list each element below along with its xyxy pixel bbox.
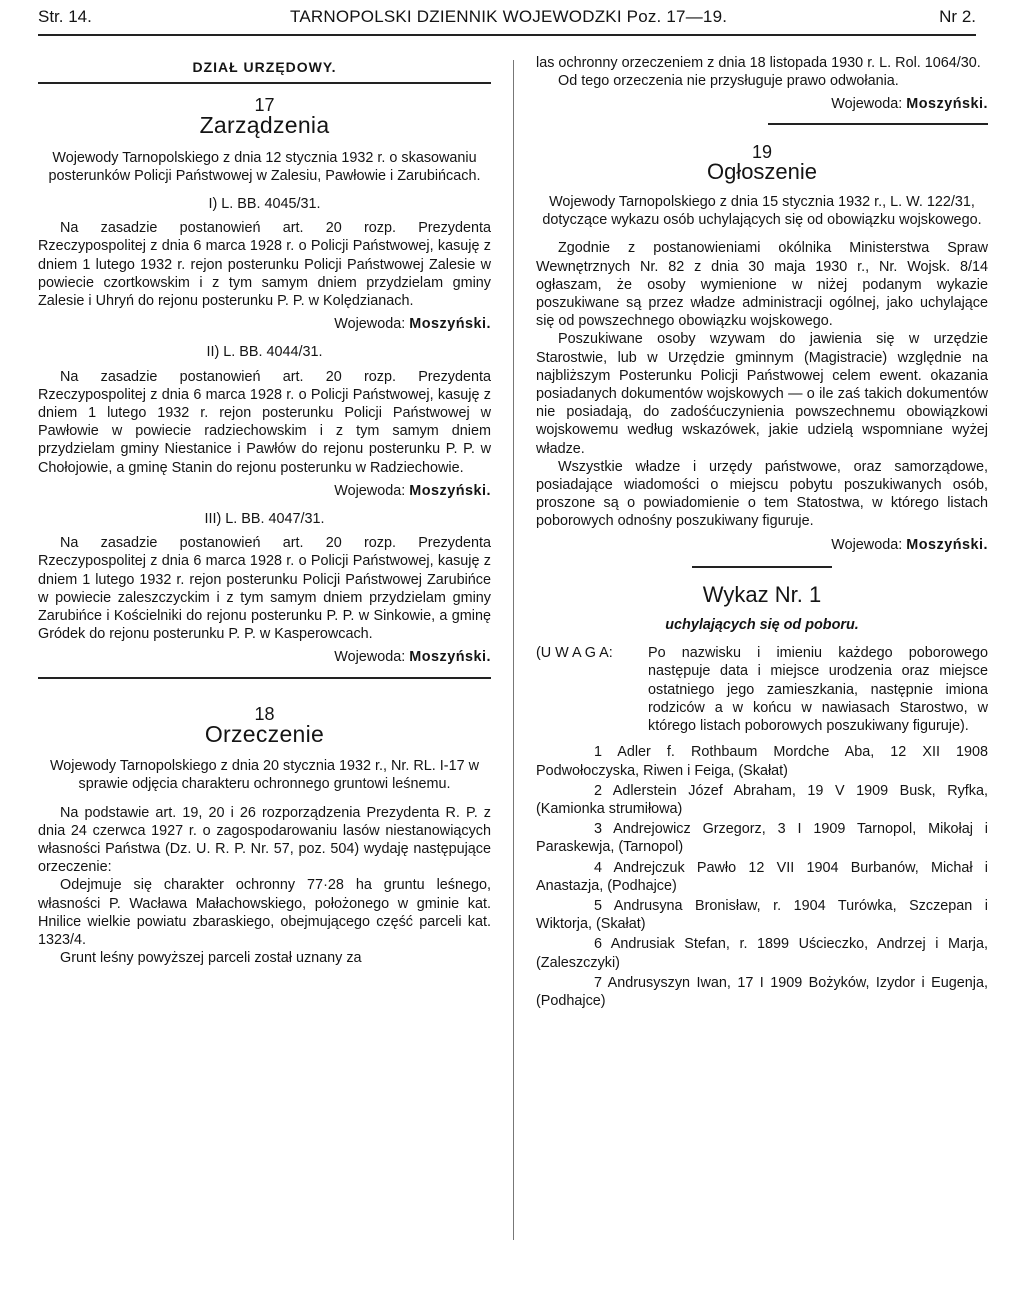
signature-name: Moszyński. [906, 96, 988, 113]
item-17-ref-1: I) L. BB. 4045/31. [208, 196, 321, 213]
list-subtitle: uchylających się od poboru. [665, 617, 859, 634]
right-column [536, 54, 988, 1012]
signature-3 [38, 648, 491, 666]
signature-name: Moszyński. [409, 316, 491, 333]
journal-title: TARNOPOLSKI DZIENNIK WOJEWODZKI Poz. 17—19. [290, 7, 728, 26]
item-17-number: 17 [254, 95, 275, 116]
list-item: 2 Adlerstein Józef Abraham, 19 V 1909 Busk, Ryfka, (Kamionka strumiłowa) [536, 782, 988, 817]
item-19-para-3: Wszystkie władze i urzędy państwowe, oraz samorządowe, posiadające wiadomości o miejscu pobytu poszukiwanych osób, proszone są o powiadomienie o tem Statostwa, w którego listach poborowych odnośny poszukiwany figuruje. [536, 458, 988, 530]
signature-name: Moszyński. [906, 536, 988, 553]
item-18-title: Orzeczenie [204, 720, 325, 747]
issue-number: Nr 2. [939, 7, 976, 26]
list-item: 3 Andrejowicz Grzegorz, 3 I 1909 Tarnopol, Mikołaj i Paraskewja, (Tarnopol) [536, 821, 988, 856]
separator-rule [38, 677, 491, 679]
signature-label: Wojewoda: [831, 536, 903, 553]
item-19-number: 19 [751, 141, 773, 162]
column-divider [513, 60, 514, 1240]
item-19-subtitle: Wojewody Tarnopolskiego z dnia 15 stycznia 1932 r., L. W. 122/31, dotyczące wykazu osób uchylających się od obowiązku wojskowego. [542, 194, 982, 229]
item-18-continuation: las ochronny orzeczeniem z dnia 18 listopada 1930 r. L. Rol. 1064/30. [536, 55, 981, 71]
signature-label: Wojewoda: [334, 649, 406, 666]
running-head [38, 4, 976, 36]
list-title: Wykaz Nr. 1 [702, 581, 822, 607]
signature-label: Wojewoda: [334, 482, 406, 499]
item-19-para-2: Poszukiwane osoby wzywam do jawienia się w urzędzie Starostwie, lub w Urzędzie gminnym (Magistracie) względnie na najbliższym Posterunku Policji Państwowej celem ewent. okazania posiadanych dokumentów wojskowych — o ile zaś takich dokumentów nie posiadają, do zadośćuczynienia powszechnemu obowiązkowi wojskowemu według wskazówek, jakie udzielą wspomniane wyżej władze. [536, 331, 988, 457]
list-item: 6 Andrusiak Stefan, r. 1899 Uścieczko, Andrzej i Marja, (Zaleszczyki) [536, 936, 988, 971]
item-18-subtitle: Wojewody Tarnopolskiego z dnia 20 stycznia 1932 r., Nr. RL. I-17 w sprawie odjęcia charakteru ochronnego gruntowi leśnemu. [49, 758, 479, 793]
item-17-body-2: Na zasadzie postanowień art. 20 rozp. Prezydenta Rzeczypospolitej z dnia 6 marca 1928 r. o Policji Państwowej, kasuję z dniem 1 lutego 1932 r. rejon posterunku Policji Państwowej w Pawłowie w powiecie radziechowskim i z tym samym dniem przydzielam gminy Niestanice i Pawłów do rejonu posterunku P. P. w Chołojowie, a gminę Stanin do rejonu posterunku w Radziechowie. [38, 368, 491, 476]
item-17-body-3: Na zasadzie postanowień art. 20 rozp. Prezydenta Rzeczypospolitej z dnia 6 marca 1928 r. o Policji Państwowej, kasuję z dniem 1 lutego 1932 r. rejon posterunku Policji Państwowej Zarubińce w powiecie zaleszczyckim i z tym samym dniem przydzielam gminy Zarubińce i Kościelniki do rejonu posterunku P. P. w Sinkowie, a gminę Gródek do rejonu posterunku P. P. w Kasperowcach. [38, 535, 491, 643]
item-17-subtitle: Wojewody Tarnopolskiego z dnia 12 stycznia 1932 r. o skasowaniu posterunków Policji Państwowej w Zalesiu, Pawłowie i Zarubińcach. [48, 149, 481, 184]
item-18-para-2: Odejmuje się charakter ochronny 77·28 ha gruntu leśnego, własności P. Wacława Małachowskiego, położonego w gminie kat. Hnilice wielkie powiatu zbaraskiego, obejmującego część parceli kat. 1323/4. [38, 877, 491, 948]
list-item: 5 Andrusyna Bronisław, r. 1904 Turówka, Szczepan i Wiktorja, (Skałat) [536, 897, 988, 933]
item-19-title: Ogłoszenie [706, 158, 818, 184]
list-item: 1 Adler f. Rothbaum Mordche Aba, 12 XII 1908 Podwołoczyska, Riwen i Feiga, (Skałat) [536, 744, 988, 779]
left-column [38, 54, 491, 967]
section-heading: DZIAŁ URZĘDOWY. [192, 59, 337, 75]
item-17-ref-2: II) L. BB. 4044/31. [206, 344, 323, 361]
item-17-body-1: Na zasadzie postanowień art. 20 rozp. Prezydenta Rzeczypospolitej z dnia 6 marca 1928 r. o Policji Państwowej, kasuję z dniem 1 lutego 1932 r. rejon posterunku Policji Państwowej Zalesie w powiecie czortkowskim i z tym samym dniem przydzielam gminy Zalesie i Uhryń do rejonu posterunku P. P. w Kolędzianach. [38, 220, 491, 310]
list-item: 7 Andrusyszyn Iwan, 17 I 1909 Bożyków, Izydor i Eugenja, (Podhajce) [536, 974, 988, 1009]
signature-5 [536, 536, 988, 554]
item-17-ref-3: III) L. BB. 4047/31. [204, 511, 325, 528]
signature-label: Wojewoda: [334, 316, 406, 333]
signature-name: Moszyński. [409, 482, 491, 499]
list-note-label: (U W A G A: [536, 645, 613, 662]
item-17-title: Zarządzenia [199, 112, 330, 139]
separator-rule [692, 566, 832, 568]
item-18-para-3: Grunt leśny powyższej parceli został uznany za [60, 950, 362, 967]
item-18-para-1: Na podstawie art. 19, 20 i 26 rozporządzenia Prezydenta R. P. z dnia 24 czerwca 1927 r. o zagospodarowaniu lasów niestanowiących własności Państwa (Dz. U. R. P. Nr. 57, poz. 504) wydaję następujące orzeczenie: [38, 804, 491, 876]
item-18-number: 18 [254, 703, 275, 724]
list-note-text: Po nazwisku i imieniu każdego poborowego następuje data i miejsce urodzenia oraz miejsce ostatniego jego zamieszkania, następnie imiona rodziców a w końcu w nawiasach Starostwo, w którego listach poborowych poszukiwany figuruje). [648, 645, 988, 735]
separator-rule [768, 123, 988, 125]
item-19-para-1: Zgodnie z postanowieniami okólnika Ministerstwa Spraw Wewnętrznych Nr. 82 z dnia 30 maja 1930 r., Nr. Wojsk. 8/14 ogłaszam, że osoby wymienione w niżej podanym wykazie poszukiwane są przez władze administracji ogólnej, jako uchylające się od powszechnego obowiązku wojskowego. [536, 240, 988, 330]
list-item: 4 Andrejczuk Pawło 12 VII 1904 Burbanów, Michał i Anastazja, (Podhajce) [536, 859, 988, 894]
signature-4 [536, 95, 988, 113]
signature-name: Moszyński. [409, 649, 491, 666]
item-18-appeal-note: Od tego orzeczenia nie przysługuje prawo odwołania. [558, 73, 899, 90]
page-number: Str. 14. [38, 7, 92, 26]
list-note [536, 644, 988, 735]
signature-2 [38, 482, 491, 500]
section-rule [38, 82, 491, 84]
signature-1 [38, 315, 491, 333]
signature-label: Wojewoda: [831, 96, 903, 113]
